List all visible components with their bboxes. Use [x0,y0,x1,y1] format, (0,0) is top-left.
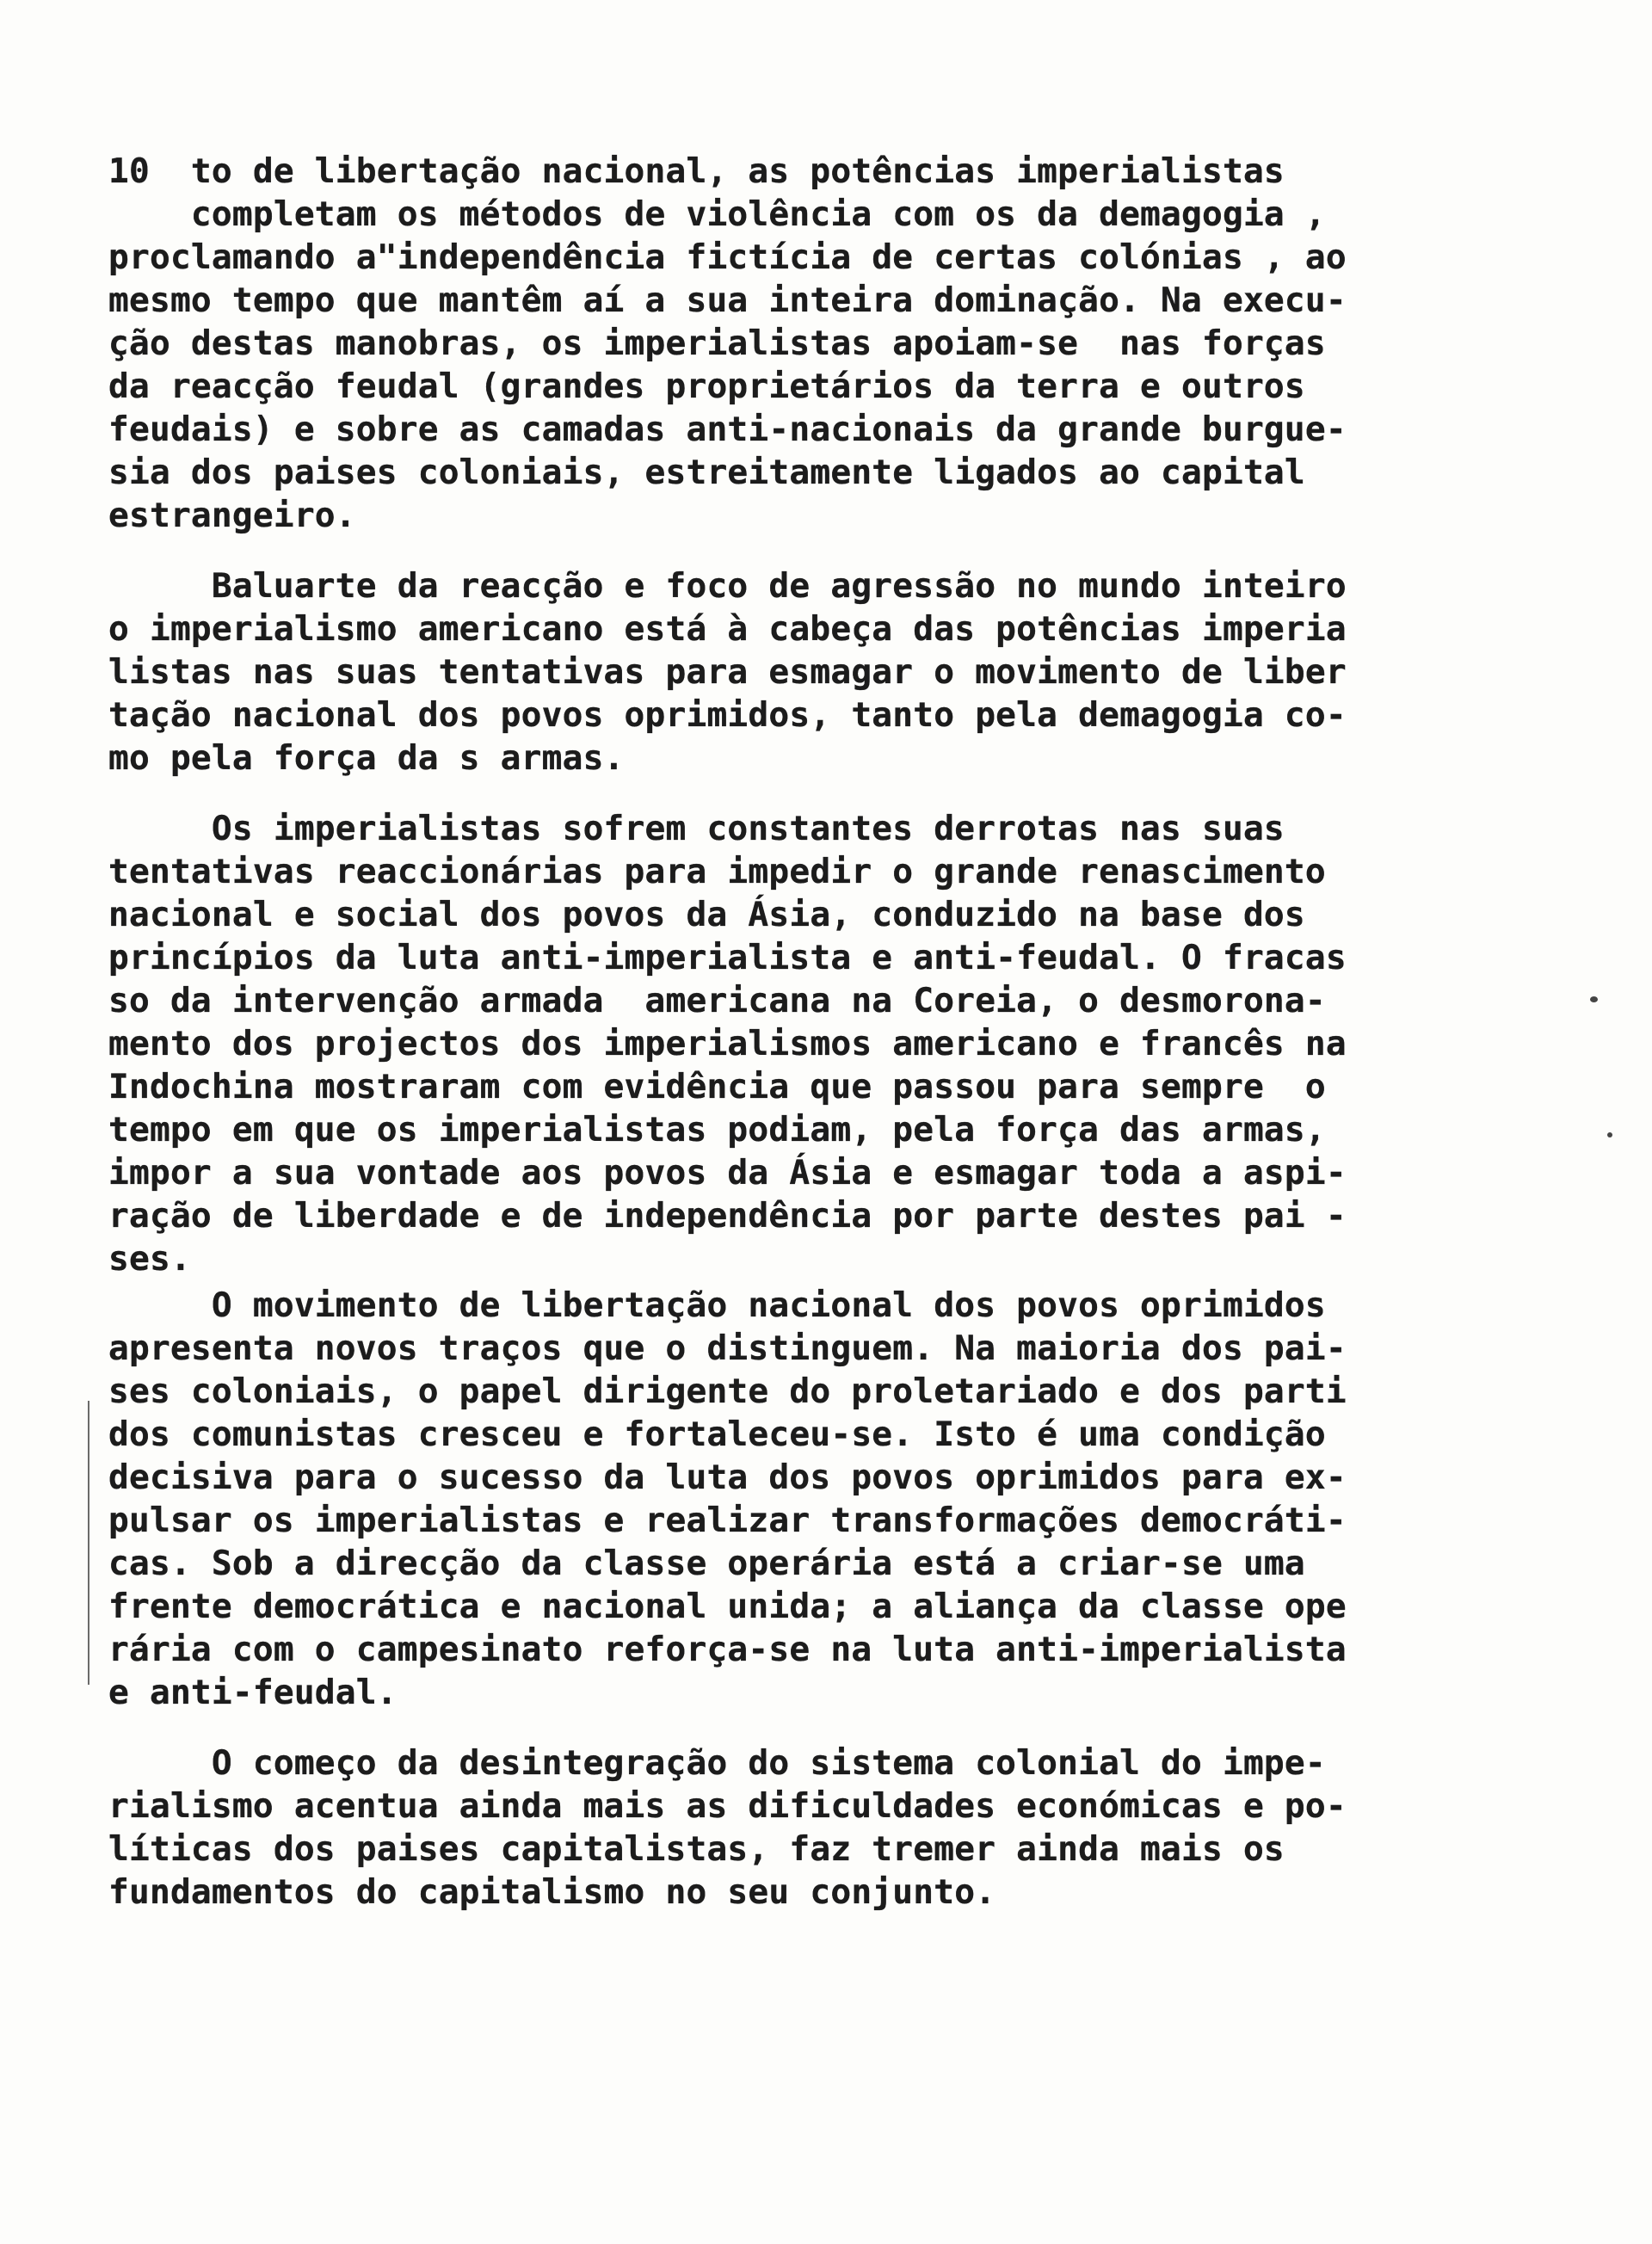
text-line: o imperialismo americano está à cabeça das potências imperia [108,609,1347,649]
text-line: tação nacional dos povos oprimidos, tanto pela demagogia co- [108,695,1347,735]
paragraph-spacer [108,537,1485,564]
paragraph-1 [108,150,1485,537]
text-line: mo pela força da s armas. [108,738,625,778]
text-line: ses coloniais, o papel dirigente do proletariado e dos parti [108,1372,1347,1411]
text-line: Baluarte da reacção e foco de agressão no mundo inteiro [108,566,1347,606]
text-line: ração de liberdade e de independência por parte destes pai - [108,1196,1347,1236]
text-line: mento dos projectos dos imperialismos americano e francês na [108,1024,1347,1063]
text-line: frente democrática e nacional unida; a aliança da classe ope [108,1587,1347,1626]
text-line: completam os métodos de violência com os da demagogia , [108,194,1326,234]
text-line: tempo em que os imperialistas podiam, pela força das armas, [108,1110,1326,1150]
paragraph-5 [108,1742,1485,1914]
text-line: ses. [108,1239,191,1279]
text-line: pulsar os imperialistas e realizar transformações democráti- [108,1501,1347,1540]
text-line: impor a sua vontade aos povos da Ásia e esmagar toda a aspi- [108,1153,1347,1193]
text-line: tentativas reaccionárias para impedir o grande renascimento [108,852,1326,891]
text-line: O movimento de libertação nacional dos povos oprimidos [108,1285,1326,1325]
text-line: O começo da desintegração do sistema colonial do impe- [108,1743,1326,1783]
text-line: 10 to de libertação nacional, as potências imperialistas [108,151,1285,191]
text-line: sia dos paises coloniais, estreitamente ligados ao capital [108,453,1305,492]
text-line: rialismo acentua ainda mais as dificuldades económicas e po- [108,1786,1347,1826]
text-line: feudais) e sobre as camadas anti-nacionais da grande burgue- [108,410,1347,449]
text-line: ção destas manobras, os imperialistas apoiam-se nas forças [108,324,1326,363]
margin-marker-line [88,1401,89,1685]
text-line: decisiva para o sucesso da luta dos povos oprimidos para ex- [108,1458,1347,1497]
text-line: Indochina mostraram com evidência que passou para sempre o [108,1067,1326,1107]
text-line: Os imperialistas sofrem constantes derrotas nas suas [108,809,1285,848]
ink-speck [1607,1132,1612,1137]
text-line: princípios da luta anti-imperialista e anti-feudal. O fracas [108,938,1347,977]
paragraph-4 [108,1284,1485,1714]
text-line: estrangeiro. [108,496,356,535]
text-line: apresenta novos traços que o distinguem. Na maioria dos pai- [108,1329,1347,1368]
text-line: líticas dos paises capitalistas, faz tremer ainda mais os [108,1829,1285,1869]
text-line: da reacção feudal (grandes proprietários da terra e outros [108,367,1305,406]
paragraph-3 [108,807,1485,1280]
text-line: nacional e social dos povos da Ásia, conduzido na base dos [108,895,1305,934]
text-line: fundamentos do capitalismo no seu conjunto. [108,1872,996,1912]
text-line: dos comunistas cresceu e fortaleceu-se. Isto é uma condição [108,1415,1326,1454]
text-line: so da intervenção armada americana na Coreia, o desmorona- [108,981,1326,1020]
text-line: mesmo tempo que mantêm aí a sua inteira dominação. Na execu- [108,280,1347,320]
paragraph-2 [108,564,1485,780]
text-line: cas. Sob a direcção da classe operária está a criar-se uma [108,1544,1305,1583]
text-line: listas nas suas tentativas para esmagar o movimento de liber [108,652,1347,692]
ink-speck [1590,996,1598,1002]
text-line: e anti-feudal. [108,1673,398,1712]
text-line: proclamando a"independência fictícia de certas colónias , ao [108,237,1347,277]
text-line: rária com o campesinato reforça-se na luta anti-imperialista [108,1630,1347,1669]
document-body [108,150,1485,1914]
paragraph-spacer [108,1714,1485,1742]
paragraph-spacer [108,780,1485,807]
